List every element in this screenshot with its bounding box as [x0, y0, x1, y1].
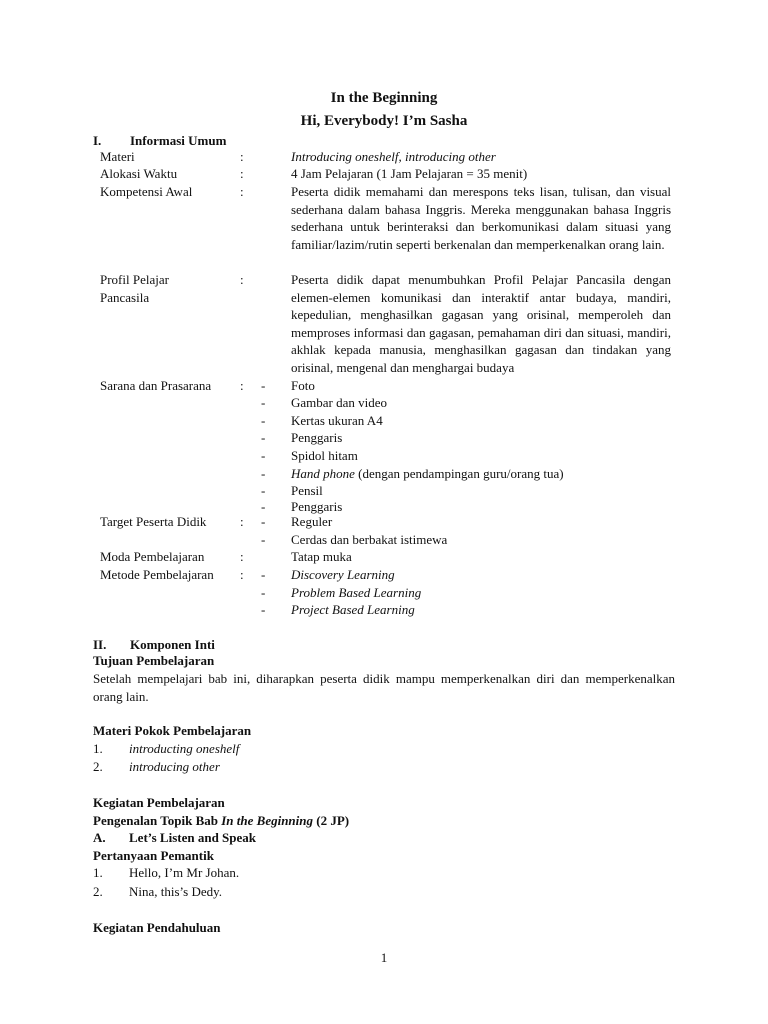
- sarana-item-handphone: [291, 465, 564, 482]
- target-item: Reguler: [291, 514, 333, 529]
- section-1-number: I.: [93, 133, 102, 148]
- metode-item: Project Based Learning: [291, 602, 415, 617]
- pemantik-number: 2.: [93, 884, 103, 899]
- profil-label-line1: Profil Pelajar: [100, 272, 169, 287]
- subsection-a-heading: Let’s Listen and Speak: [129, 830, 257, 845]
- section-1-heading: Informasi Umum: [130, 133, 227, 148]
- subsection-a-number: A.: [93, 830, 106, 845]
- materi-pokok-number: 2.: [93, 759, 103, 774]
- sarana-item: Penggaris: [291, 499, 343, 514]
- list-dash: -: [261, 430, 266, 445]
- pengenalan-chapter: In the Beginning: [221, 813, 314, 828]
- pendahuluan-heading: Kegiatan Pendahuluan: [93, 920, 221, 935]
- section-2-heading: Komponen Inti: [130, 637, 215, 652]
- list-dash: -: [261, 567, 266, 582]
- list-dash: -: [261, 532, 266, 547]
- pemantik-number: 1.: [93, 865, 103, 880]
- list-dash: -: [261, 378, 266, 393]
- materi-colon: :: [240, 149, 244, 164]
- pengenalan-prefix: Pengenalan Topik Bab: [93, 813, 222, 828]
- pemantik-heading: Pertanyaan Pemantik: [93, 848, 214, 863]
- moda-colon: :: [240, 549, 244, 564]
- tujuan-text: Setelah mempelajari bab ini, diharapkan peserta didik mampu memperkenalkan diri dan memperkenalkan orang lain.: [93, 671, 675, 704]
- profil-value: Peserta didik dapat menumbuhkan Profil Pelajar Pancasila dengan elemen-elemen komunikasi dan interaktif antar budaya, mandiri, kepedulian, menghasilkan gagasan yang orisinal, memperoleh dan memproses informasi dan gagasan, pemahaman diri dan situasi, mandiri, akhlak kepada manusia, menghasilkan gagasan dan tindakan yang orisinal, mengenal dan menghargai budaya: [291, 272, 671, 375]
- materi-value: Introducing oneshelf, introducing other: [291, 149, 496, 164]
- list-dash: -: [261, 585, 266, 600]
- metode-label: Metode Pembelajaran: [100, 567, 214, 582]
- list-dash: -: [261, 499, 266, 514]
- materi-pokok-item: introducing other: [129, 759, 220, 774]
- kompetensi-label: Kompetensi Awal: [100, 184, 193, 199]
- profil-colon: :: [240, 272, 244, 287]
- handphone-text: Hand phone: [291, 466, 355, 481]
- sarana-item: Spidol hitam: [291, 448, 358, 463]
- target-label: Target Peserta Didik: [100, 514, 207, 529]
- section-2-number: II.: [93, 637, 107, 652]
- alokasi-colon: :: [240, 166, 244, 181]
- materi-label: Materi: [100, 149, 135, 164]
- list-dash: -: [261, 466, 266, 481]
- list-dash: -: [261, 514, 266, 529]
- sarana-item: Kertas ukuran A4: [291, 413, 383, 428]
- moda-value: Tatap muka: [291, 549, 352, 564]
- alokasi-label: Alokasi Waktu: [100, 166, 178, 181]
- target-item: Cerdas dan berbakat istimewa: [291, 532, 448, 547]
- target-colon: :: [240, 514, 244, 529]
- page-number: 1: [380, 950, 388, 965]
- list-dash: -: [261, 395, 266, 410]
- metode-item: Discovery Learning: [291, 567, 395, 582]
- document-title: In the Beginning: [330, 90, 438, 106]
- sarana-item: Penggaris: [291, 430, 343, 445]
- moda-label: Moda Pembelajaran: [100, 549, 205, 564]
- sarana-item: Pensil: [291, 483, 323, 498]
- kompetensi-value: Peserta didik memahami dan merespons teks lisan, tulisan, dan visual sederhana dalam bahasa Inggris. Mereka menggunakan bahasa Inggris sederhana untuk berinteraksi dan berkomunikasi dalam situasi yang familiar/lazim/rutin seperti berkenalan dan memperkenalkan orang lain.: [291, 184, 671, 252]
- pemantik-item: Hello, I’m Mr Johan.: [129, 865, 240, 880]
- sarana-label: Sarana dan Prasarana: [100, 378, 212, 393]
- list-dash: -: [261, 413, 266, 428]
- materi-pokok-heading: Materi Pokok Pembelajaran: [93, 723, 252, 738]
- list-dash: -: [261, 602, 266, 617]
- sarana-item: Foto: [291, 378, 315, 393]
- materi-pokok-item: introducting oneshelf: [129, 741, 240, 756]
- sarana-colon: :: [240, 378, 244, 393]
- metode-item: Problem Based Learning: [291, 585, 422, 600]
- document-subtitle: Hi, Everybody! I’m Sasha: [300, 113, 468, 129]
- tujuan-heading: Tujuan Pembelajaran: [93, 653, 215, 668]
- pemantik-item: Nina, this’s Dedy.: [129, 884, 223, 899]
- sarana-item: Gambar dan video: [291, 395, 388, 410]
- profil-label-line2: Pancasila: [100, 290, 150, 305]
- handphone-note: (dengan pendampingan guru/orang tua): [354, 466, 564, 481]
- list-dash: -: [261, 448, 266, 463]
- materi-pokok-number: 1.: [93, 741, 103, 756]
- metode-colon: :: [240, 567, 244, 582]
- list-dash: -: [261, 483, 266, 498]
- alokasi-value: 4 Jam Pelajaran (1 Jam Pelajaran = 35 menit): [291, 166, 528, 181]
- pengenalan-suffix: (2 JP): [313, 813, 350, 828]
- pengenalan-topik: [93, 812, 349, 829]
- kompetensi-colon: :: [240, 184, 244, 199]
- kegiatan-heading: Kegiatan Pembelajaran: [93, 795, 225, 810]
